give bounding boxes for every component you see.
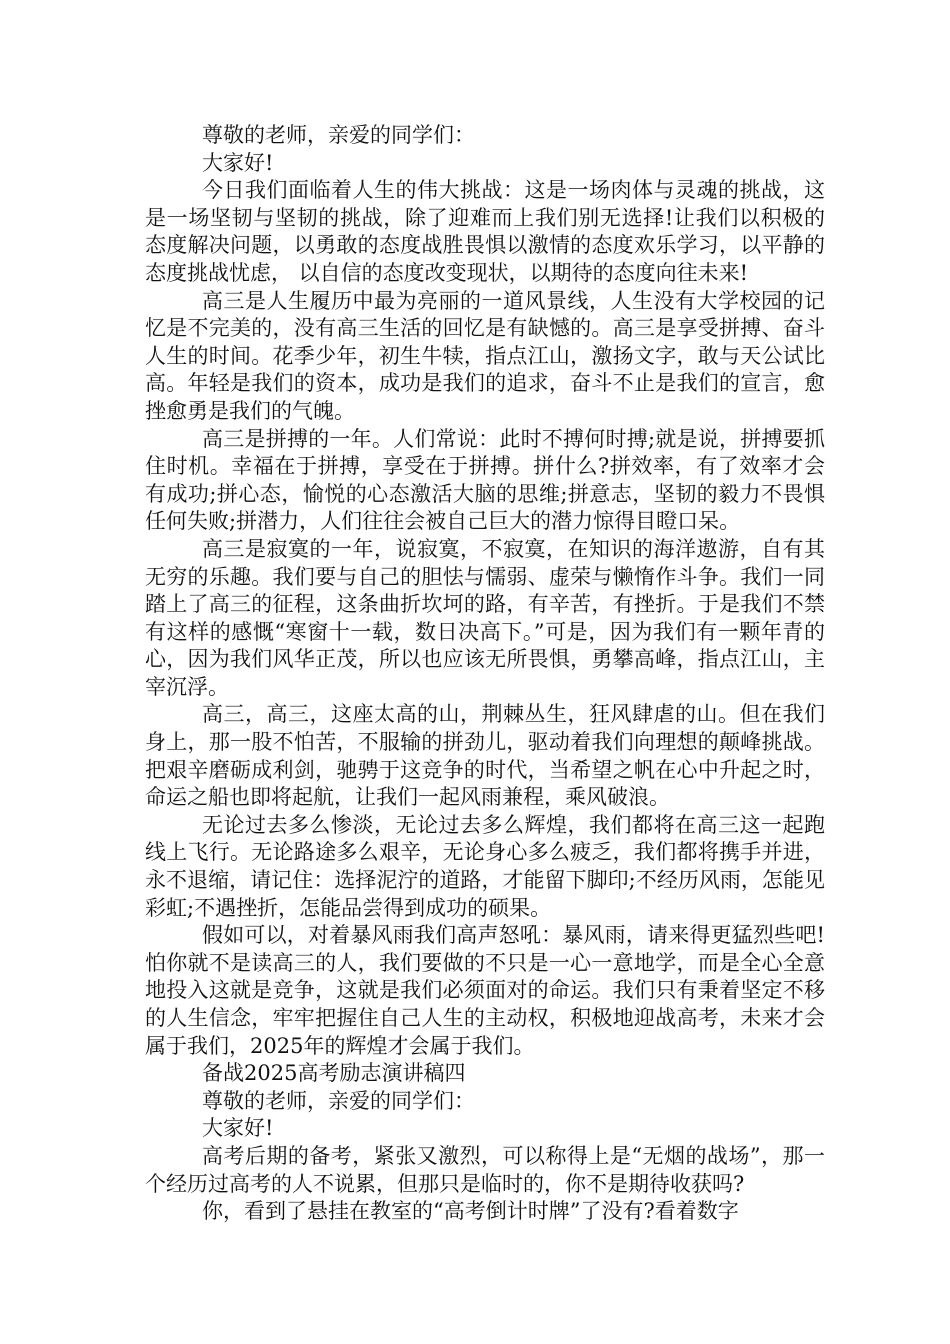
salutation-line: 大家好! bbox=[202, 1116, 274, 1141]
body-paragraph: 无论过去多么惨淡，无论过去多么辉煌，我们都将在高三这一起跑线上飞行。无论路途多么艰辛，无论身心多么疲乏，我们都将携手并进，永不退缩，请记住：选择泥泞的道路，才能留下脚印;不经历风雨，怎能见彩虹;不遇挫折，怎能品尝得到成功的硕果。 bbox=[145, 812, 825, 920]
body-paragraph: 今日我们面临着人生的伟大挑战：这是一场肉体与灵魂的挑战，这是一场坚韧与坚韧的挑战，除了迎难而上我们别无选择!让我们以积极的态度解决问题，以勇敢的态度战胜畏惧以激情的态度欢乐学习，以平静的态度挑战忧虑， 以自信的态度改变现状，以期待的态度向往未来! bbox=[145, 178, 825, 285]
body-paragraph: 高三是拼搏的一年。人们常说：此时不搏何时搏;就是说，拼搏要抓住时机。幸福在于拼搏，享受在于拼搏。拼什么?拼效率，有了效率才会有成功;拼心态，愉悦的心态激活大脑的思维;拼意志，坚韧的毅力不畏惧任何失败;拼潜力，人们往往会被自己巨大的潜力惊得目瞪口呆。 bbox=[145, 426, 825, 534]
body-paragraph: 高三，高三，这座太高的山，荆棘丛生，狂风肆虐的山。但在我们身上，那一股不怕苦，不服输的拼劲儿，驱动着我们向理想的颠峰挑战。把艰辛磨砺成利剑，驰骋于这竞争的时代，当希望之帆在心中升起之时，命运之船也即将起航，让我们一起风雨兼程，乘风破浪。 bbox=[145, 702, 825, 810]
body-paragraph: 高三是寂寞的一年，说寂寞，不寂寞，在知识的海洋遨游，自有其无穷的乐趣。我们要与自己的胆怯与懦弱、虚荣与懒惰作斗争。我们一同踏上了高三的征程，这条曲折坎坷的路，有辛苦，有挫折。于是我们不禁有这样的感慨“寒窗十一载，数日决高下。”可是，因为我们有一颗年青的心，因为我们风华正茂，所以也应该无所畏惧，勇攀高峰，指点江山，主宰沉浮。 bbox=[145, 536, 825, 699]
section-heading: 备战2025高考励志演讲稿四 bbox=[202, 1061, 466, 1086]
document-body bbox=[145, 122, 825, 1226]
greeting-line: 尊敬的老师，亲爱的同学们： bbox=[202, 1088, 475, 1113]
greeting-line: 尊敬的老师，亲爱的同学们： bbox=[202, 123, 475, 147]
body-paragraph: 假如可以，对着暴风雨我们高声怒吼：暴风雨，请来得更猛烈些吧!怕你就不是读高三的人，我们要做的不只是一心一意地学，而是全心全意地投入这就是竞争，这就是我们必须面对的命运。我们只有秉着坚定不移的人生信念，牢牢把握住自己人生的主动权，积极地迎战高考，未来才会属于我们，2025年的辉煌才会属于我们。 bbox=[145, 923, 825, 1058]
salutation-line: 大家好! bbox=[202, 150, 274, 175]
body-paragraph: 高三是人生履历中最为亮丽的一道风景线，人生没有大学校园的记忆是不完美的，没有高三生活的回忆是有缺憾的。高三是享受拼搏、奋斗人生的时间。花季少年，初生牛犊，指点江山，激扬文字，敢与天公试比高。年轻是我们的资本，成功是我们的追求，奋斗不止是我们的宣言，愈挫愈勇是我们的气魄。 bbox=[145, 288, 825, 423]
body-paragraph: 高考后期的备考，紧张又激烈，可以称得上是“无烟的战场”，那一个经历过高考的人不说累，但那只是临时的，你不是期待收获吗? bbox=[145, 1143, 825, 1196]
body-paragraph: 你，看到了悬挂在教室的“高考倒计时牌”了没有?看着数字 bbox=[202, 1199, 739, 1224]
